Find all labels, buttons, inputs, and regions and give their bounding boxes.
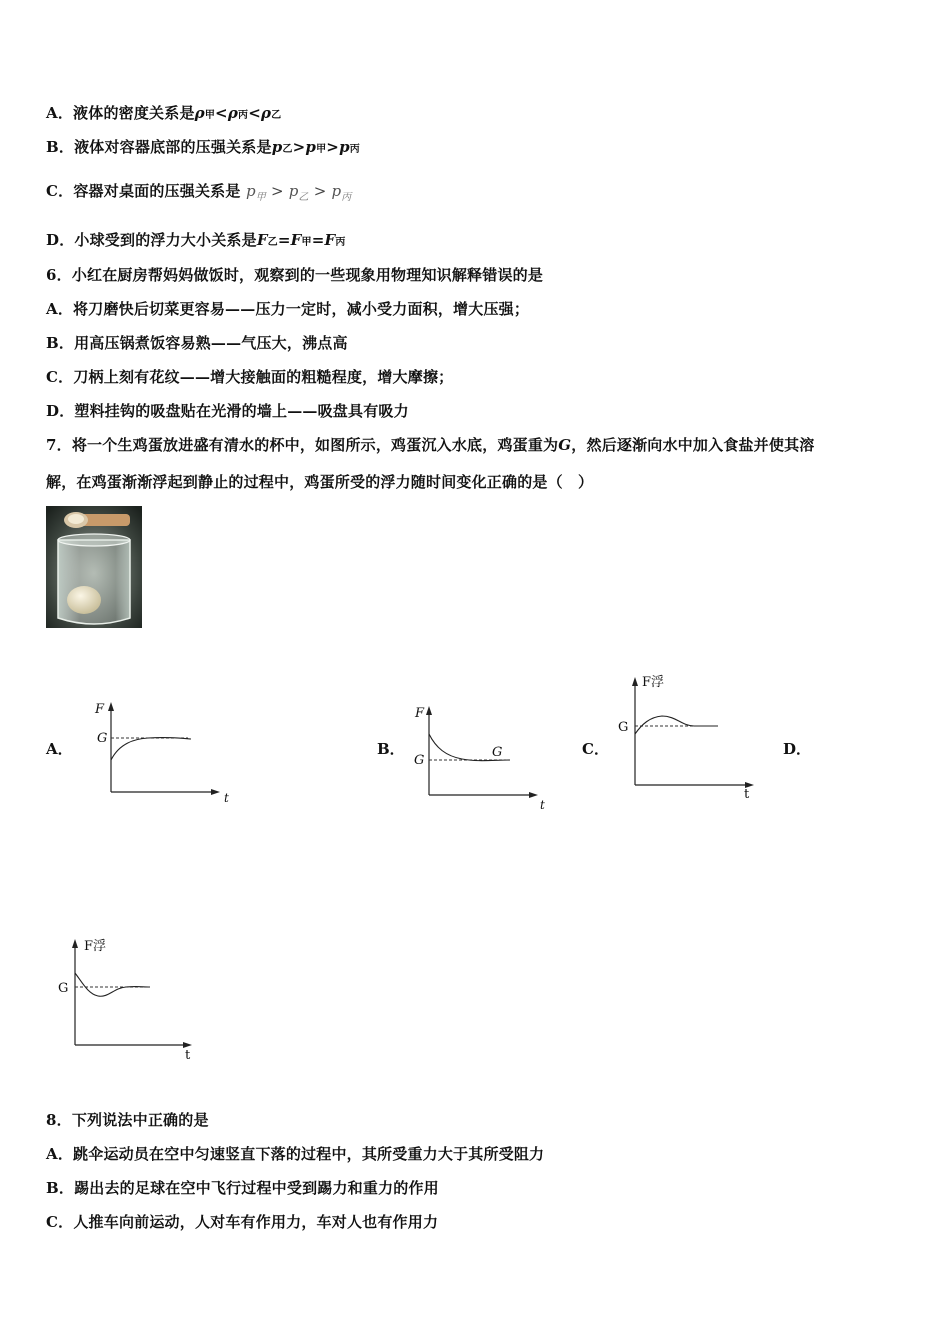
- graph-c-y-label: F浮: [642, 675, 665, 690]
- q6-option-c: C．刀柄上刻有花纹——增大接触面的粗糙程度，增大摩擦；: [46, 368, 454, 386]
- q7-stem-var: G: [558, 436, 572, 454]
- q5-option-b: [46, 136, 360, 157]
- graph-c: [614, 672, 774, 802]
- graph-c-curve: [635, 716, 718, 734]
- graph-c-g-label: G: [618, 720, 629, 735]
- graph-d-y-label: F浮: [84, 939, 107, 954]
- graph-a-curve: [111, 738, 191, 760]
- q5-d-sub-3: 丙: [335, 237, 346, 248]
- egg-in-cup-photo: [46, 506, 142, 628]
- q7-option-d-label: D．: [783, 740, 812, 758]
- salt: [68, 514, 84, 524]
- q5-b-symbol-1: p: [271, 138, 283, 156]
- q7-option-c-label: C．: [582, 740, 609, 758]
- q7-stem-line1: [46, 434, 814, 455]
- q5-d-op-2: =: [311, 231, 325, 249]
- q5-option-c-text: C．容器对桌面的压强关系是: [46, 182, 241, 200]
- graph-d-curve: [75, 973, 150, 996]
- q7-stem-part2: ，然后逐渐向水中加入食盐并使其溶: [571, 436, 815, 454]
- q5-a-op-2: <: [248, 104, 261, 122]
- q5-d-symbol-1: F: [256, 231, 268, 249]
- graph-b-y-arrow: [426, 706, 432, 715]
- q5-a-symbol-2: ρ: [227, 104, 238, 122]
- q5-b-op-2: >: [326, 138, 340, 156]
- q5-a-sub-2: 丙: [238, 110, 249, 121]
- q7-option-b-label: B．: [377, 740, 405, 758]
- q5-c-symbol-2: p: [288, 182, 299, 200]
- q5-a-symbol-3: ρ: [260, 104, 272, 122]
- q8-option-a: A．跳伞运动员在空中匀速竖直下落的过程中，其所受重力大于其所受阻力: [46, 1145, 545, 1163]
- graph-b-x-label: t: [540, 798, 545, 812]
- q5-d-op-1: =: [277, 231, 291, 249]
- q5-d-symbol-2: F: [290, 231, 302, 249]
- graph-d-x-label: t: [185, 1048, 191, 1063]
- graph-b-curve-label: G: [492, 745, 503, 760]
- graph-c-x-label: t: [744, 787, 750, 802]
- cup-rim: [58, 534, 130, 546]
- q8-stem: 8．下列说法中正确的是: [46, 1111, 209, 1129]
- egg: [67, 586, 101, 614]
- graph-a-y-arrow: [108, 702, 114, 711]
- q5-d-sub-2: 甲: [301, 237, 312, 248]
- q5-a-symbol-1: ρ: [194, 104, 205, 122]
- q6-option-b: B．用高压锅煮饭容易熟——气压大，沸点高: [46, 334, 348, 352]
- q5-c-sub-2: 乙: [298, 192, 309, 203]
- q5-b-sub-1: 乙: [282, 144, 293, 155]
- graph-d-g-label: G: [58, 981, 69, 996]
- q5-a-op-1: <: [215, 104, 228, 122]
- glass-cup: [58, 540, 130, 624]
- graph-b: [406, 700, 556, 812]
- q5-c-formula: [245, 182, 352, 203]
- q7-option-a-label: A．: [46, 740, 73, 758]
- graph-d-y-arrow: [72, 939, 78, 948]
- graph-a-x-arrow: [211, 789, 220, 795]
- q7-stem-line2: 解，在鸡蛋渐渐浮起到静止的过程中，鸡蛋所受的浮力随时间变化正确的是（ ）: [46, 473, 594, 491]
- q5-c-symbol-3: p: [331, 182, 342, 200]
- q5-option-d: [46, 229, 346, 250]
- q6-stem: 6．小红在厨房帮妈妈做饭时，观察到的一些现象用物理知识解释错误的是: [46, 266, 544, 284]
- graph-b-x-arrow: [529, 792, 538, 798]
- q5-option-c: [46, 180, 351, 203]
- q5-c-op-1: >: [270, 182, 284, 200]
- graph-c-y-arrow: [632, 677, 638, 686]
- q5-b-sub-3: 丙: [349, 144, 360, 155]
- graph-b-y-label: F: [415, 706, 425, 721]
- graph-b-g-label: G: [414, 753, 425, 768]
- q5-option-a: [46, 102, 281, 123]
- graph-a-y-label: F: [95, 702, 105, 717]
- q5-c-op-2: >: [313, 182, 327, 200]
- q5-b-op-1: >: [292, 138, 306, 156]
- q7-stem-part1: 7．将一个生鸡蛋放进盛有清水的杯中，如图所示，鸡蛋沉入水底，鸡蛋重为: [46, 436, 559, 454]
- q5-c-symbol-1: p: [245, 182, 256, 200]
- q5-d-sub-1: 乙: [267, 237, 278, 248]
- q5-c-sub-1: 甲: [255, 192, 266, 203]
- q5-c-sub-3: 丙: [341, 192, 352, 203]
- q5-b-symbol-2: p: [305, 138, 317, 156]
- q5-option-b-text: B．液体对容器底部的压强关系是: [46, 138, 272, 156]
- q5-b-sub-2: 甲: [316, 144, 327, 155]
- q5-option-a-text: A．液体的密度关系是: [46, 104, 195, 122]
- q8-option-c: C．人推车向前运动，人对车有作用力，车对人也有作用力: [46, 1213, 439, 1231]
- graph-a-g-label: G: [97, 731, 108, 746]
- q8-option-b: B．踢出去的足球在空中飞行过程中受到踢力和重力的作用: [46, 1179, 439, 1197]
- q5-option-d-text: D．小球受到的浮力大小关系是: [46, 231, 257, 249]
- q5-d-symbol-3: F: [324, 231, 336, 249]
- q5-a-sub-1: 甲: [204, 110, 216, 121]
- graph-d: [54, 932, 214, 1064]
- q5-b-symbol-3: p: [339, 138, 350, 156]
- graph-a-x-label: t: [224, 791, 229, 805]
- q6-option-a: A．将刀磨快后切菜更容易——压力一定时，减小受力面积，增大压强；: [46, 300, 530, 318]
- q6-option-d: D．塑料挂钩的吸盘贴在光滑的墙上——吸盘具有吸力: [46, 402, 409, 420]
- q5-a-sub-3: 乙: [271, 110, 282, 121]
- graph-a: [88, 698, 238, 806]
